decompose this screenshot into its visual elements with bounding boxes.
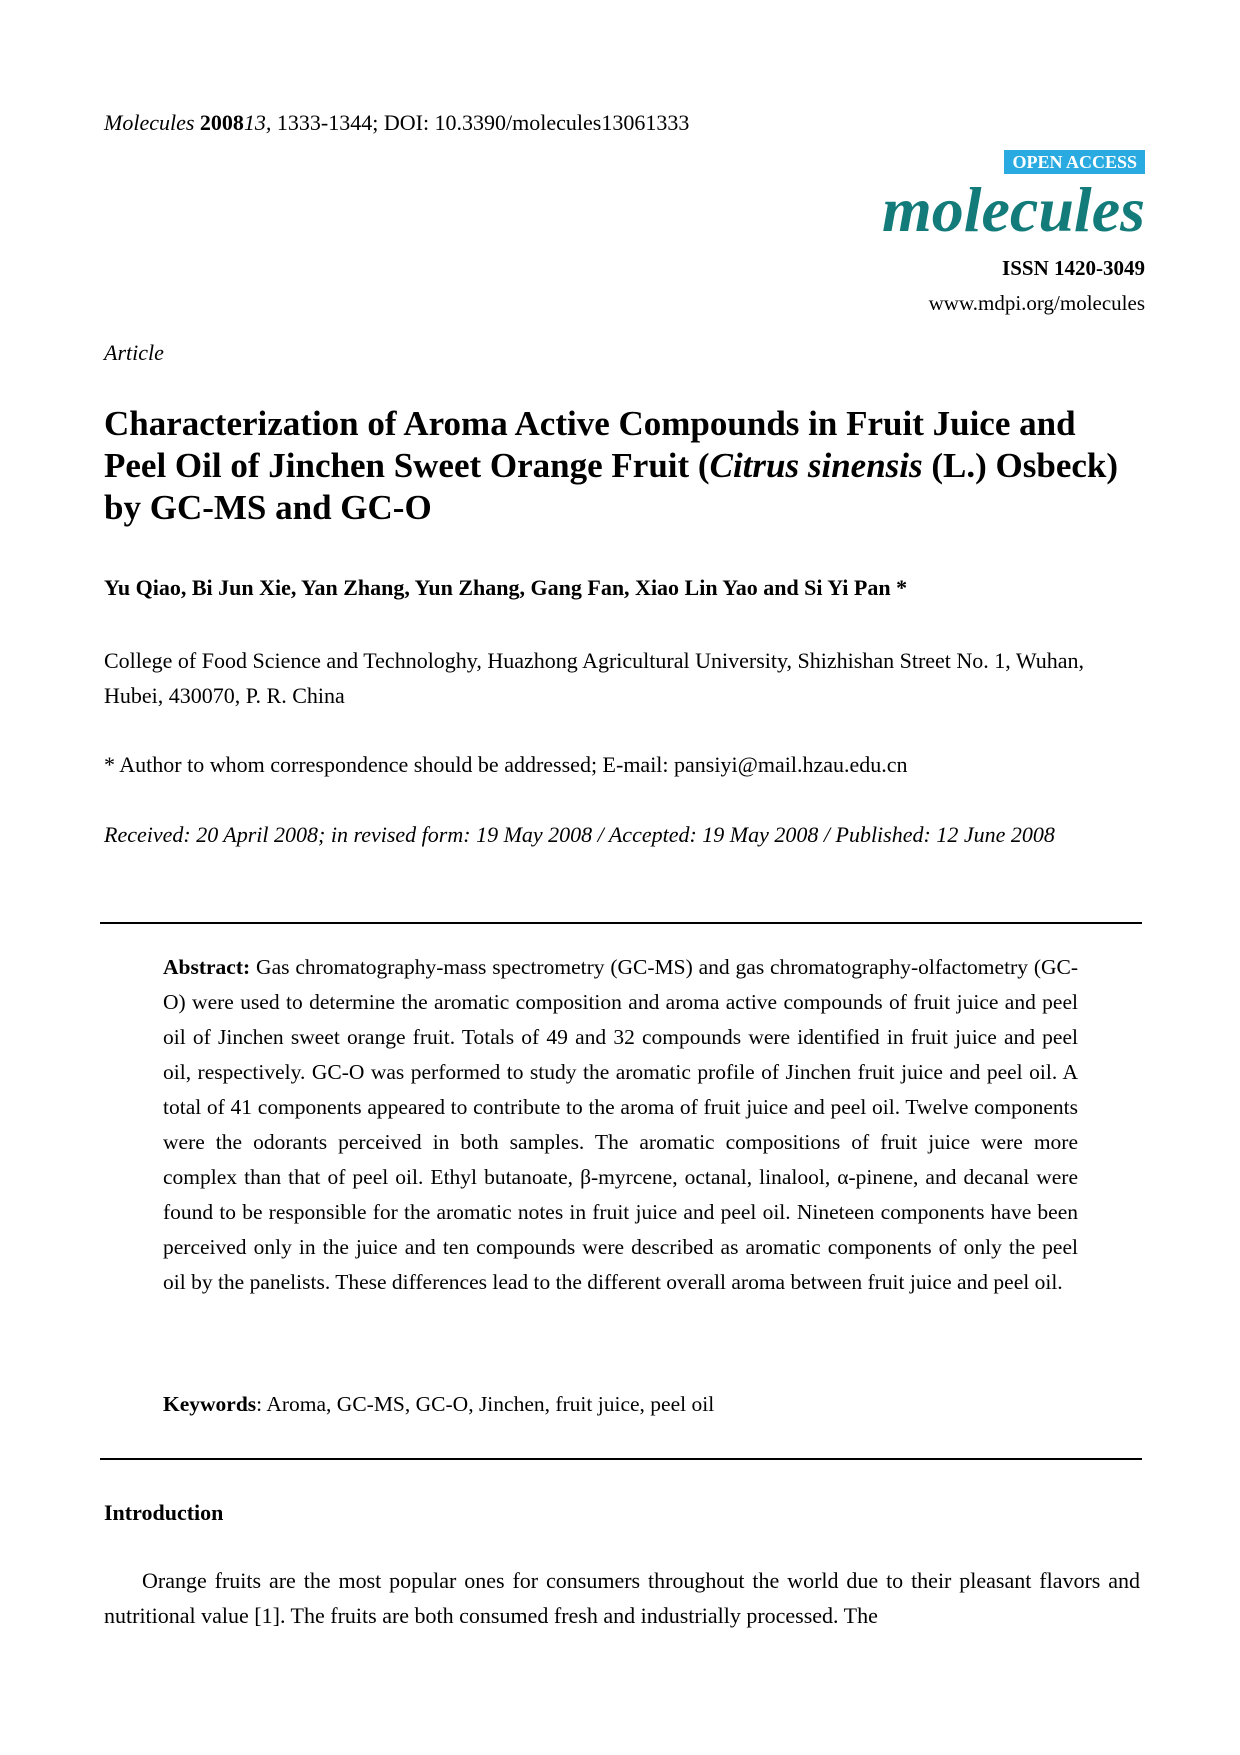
journal-url[interactable]: www.mdpi.org/molecules <box>928 291 1145 315</box>
title-species: Citrus sinensis <box>709 446 923 485</box>
publication-dates: Received: 20 April 2008; in revised form: 19 May 2008 / Accepted: 19 May 2008 / Published: 12 June 2008 <box>104 822 1055 847</box>
keywords-text: : Aroma, GC-MS, GC-O, Jinchen, fruit juice, peel oil <box>256 1392 715 1416</box>
abstract <box>163 950 1078 1300</box>
correspondence: * Author to whom correspondence should be addressed; E-mail: pansiyi@mail.hzau.edu.cn <box>104 752 908 777</box>
article-type: Article <box>104 340 164 365</box>
abstract-label: Abstract: <box>163 955 251 979</box>
paper-title <box>104 403 1144 529</box>
keywords-label: Keywords <box>163 1392 257 1416</box>
issn: ISSN 1420-3049 <box>1002 256 1145 280</box>
keywords <box>163 1392 714 1417</box>
title-part2: (L.) Osbeck) by GC-MS and GC-O <box>104 446 1119 527</box>
introduction-paragraph: Orange fruits are the most popular ones for consumers throughout the world due to their pleasant flavors and nutritional value [1]. The fruits are both consumed fresh and industrially processed. The <box>104 1568 1140 1628</box>
section-heading-introduction: Introduction <box>104 1500 224 1525</box>
volume: 13, <box>243 110 272 135</box>
divider-top <box>100 922 1142 924</box>
citation-line <box>104 110 689 136</box>
divider-bottom <box>100 1458 1142 1460</box>
journal-masthead: molecules <box>881 174 1145 245</box>
title-part1: Characterization of Aroma Active Compounds in Fruit Juice and Peel Oil of Jinchen Sweet Orange Fruit ( <box>104 404 1076 485</box>
pages-doi: 1333-1344; DOI: 10.3390/molecules13061333 <box>276 110 690 135</box>
open-access-badge: OPEN ACCESS <box>1004 150 1145 174</box>
journal-name: Molecules <box>104 110 195 135</box>
authors: Yu Qiao, Bi Jun Xie, Yan Zhang, Yun Zhang, Gang Fan, Xiao Lin Yao and Si Yi Pan * <box>104 575 908 600</box>
affiliation: College of Food Science and Technologhy, Huazhong Agricultural University, Shizhishan Street No. 1, Wuhan, Hubei, 430070, P. R. China <box>104 648 1085 708</box>
abstract-text: Gas chromatography-mass spectrometry (GC-MS) and gas chromatography-olfactometry (GC-O) were used to determine the aromatic composition and aroma active compounds of fruit juice and peel oil of Jinchen sweet orange fruit. Totals of 49 and 32 compounds were identified in fruit juice and peel oil, respectively. GC-O was performed to study the aromatic profile of Jinchen fruit juice and peel oil. A total of 41 components appeared to contribute to the aroma of fruit juice and peel oil. Twelve components were the odorants perceived in both samples. The aromatic compositions of fruit juice were more complex than that of peel oil. Ethyl butanoate, β-myrcene, octanal, linalool, α-pinene, and decanal were found to be responsible for the aromatic notes in fruit juice and peel oil. Nineteen components have been perceived only in the juice and ten compounds were described as aromatic components of only the peel oil by the panelists. These differences lead to the different overall aroma between fruit juice and peel oil. <box>163 955 1079 1294</box>
year: 2008 <box>199 110 244 135</box>
